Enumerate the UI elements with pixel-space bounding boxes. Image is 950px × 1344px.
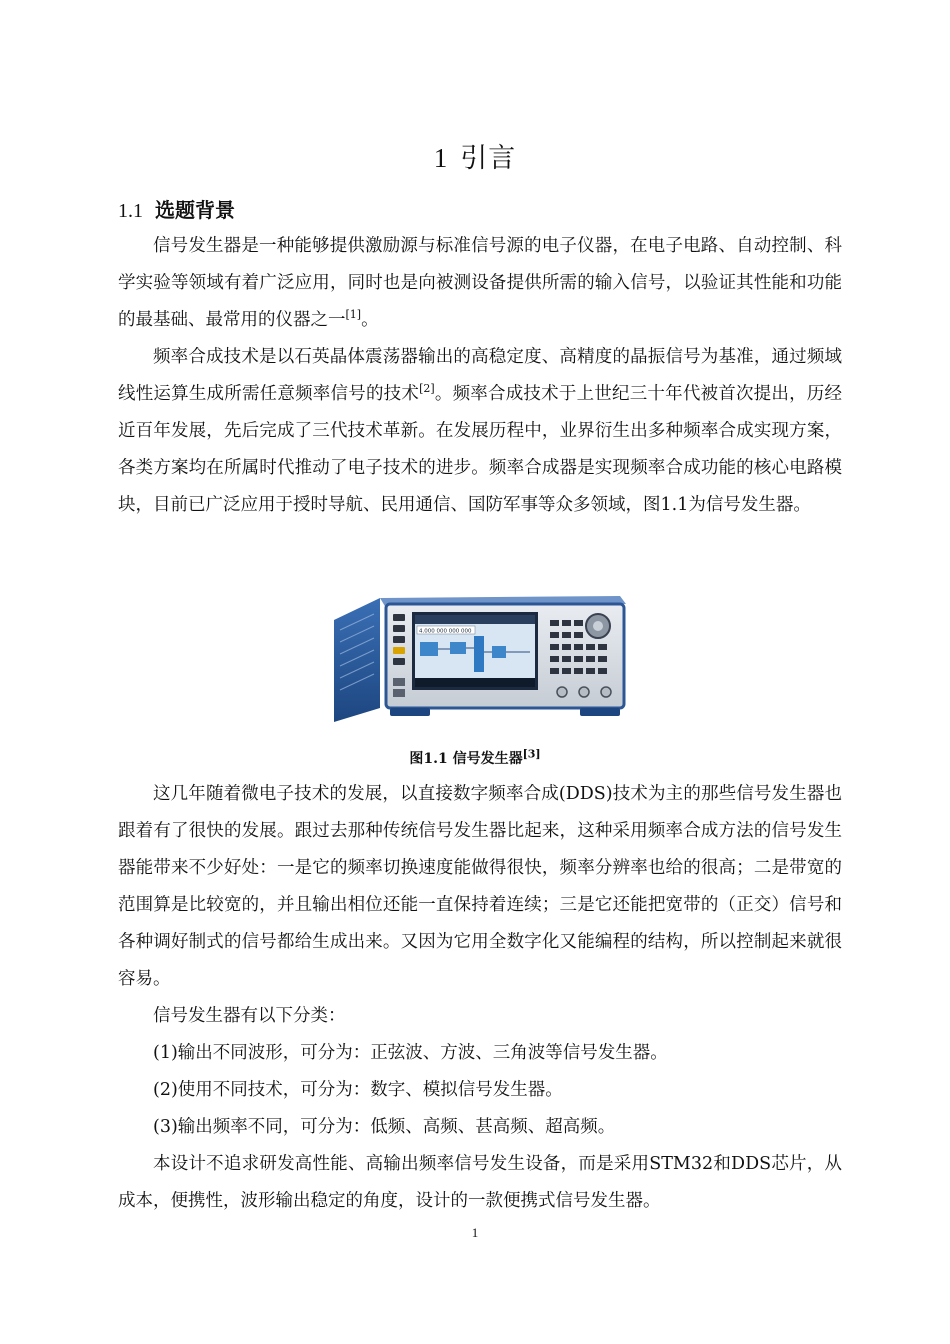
citation[interactable]: [1] [345,308,362,322]
paragraph [118,228,842,339]
paragraph-text: 信号发生器是一种能够提供激励源与标准信号源的电子仪器，在电子电路、自动控制、科学实验等领域有着广泛应用，同时也是向被测设备提供所需的输入信号，以验证其性能和功能的最基础、最常用的仪器之一 [118,236,842,330]
citation[interactable]: [3] [522,747,541,761]
body-text-bottom [118,776,842,1220]
section-title-text: 选题背景 [155,198,235,222]
list-item: (3)输出频率不同，可分为：低频、高频、甚高频、超高频。 [153,1117,616,1137]
paragraph-text: 。 [361,310,379,330]
list-item: (2)使用不同技术，可分为：数字、模拟信号发生器。 [153,1080,563,1100]
section-number: 1.1 [118,200,143,222]
signal-generator-image [330,590,630,730]
paragraph: 本设计不追求研发高性能、高输出频率信号发生设备，而是采用STM32和DDS芯片，从成本，便携性，波形输出稳定的角度，设计的一款便携式信号发生器。 [118,1154,842,1211]
citation[interactable]: [2] [419,382,435,396]
figure-caption [0,748,950,768]
screen-frequency-readout: 4.000 000 000 000 [419,628,472,635]
paragraph: 信号发生器有以下分类： [153,1006,346,1026]
chapter-title-text: 引言 [460,143,517,174]
chapter-number: 1 [433,143,449,173]
section-title [118,194,235,223]
body-text-top [118,228,842,524]
paragraph-text: 频率合成技术是以石英晶体震荡器输出的高稳定度、高精度的晶振信号为基准，通过频域线性运算生成所需任意频率信号的技术 [118,347,842,404]
paragraph-text: 。频率合成技术于上世纪三十年代被首次提出，历经近百年发展，先后完成了三代技术革新。在发展历程中，业界衍生出多种频率合成实现方案，各类方案均在所属时代推动了电子技术的进步。频率合成器是实现频率合成功能的核心电路模块，目前已广泛应用于授时导航、民用通信、国防军事等众多领域，图1.1为信号发生器。 [118,384,843,515]
paragraph: 这几年随着微电子技术的发展，以直接数字频率合成(DDS)技术为主的那些信号发生器也跟着有了很快的发展。跟过去那种传统信号发生器比起来，这种采用频率合成方法的信号发生器能带来不少好处：一是它的频率切换速度能做得很快，频率分辨率也给的很高；二是带宽的范围算是比较宽的，并且输出相位还能一直保持着连续；三是它还能把宽带的（正交）信号和各种调好制式的信号都给生成出来。又因为它用全数字化又能编程的结构，所以控制起来就很容易。 [118,784,842,989]
figure-caption-text: 图1.1 信号发生器 [409,751,523,767]
chapter-title [0,136,950,175]
page-number: 1 [471,1225,479,1240]
paragraph [118,339,842,524]
list-item: (1)输出不同波形，可分为：正弦波、方波、三角波等信号发生器。 [153,1043,668,1063]
